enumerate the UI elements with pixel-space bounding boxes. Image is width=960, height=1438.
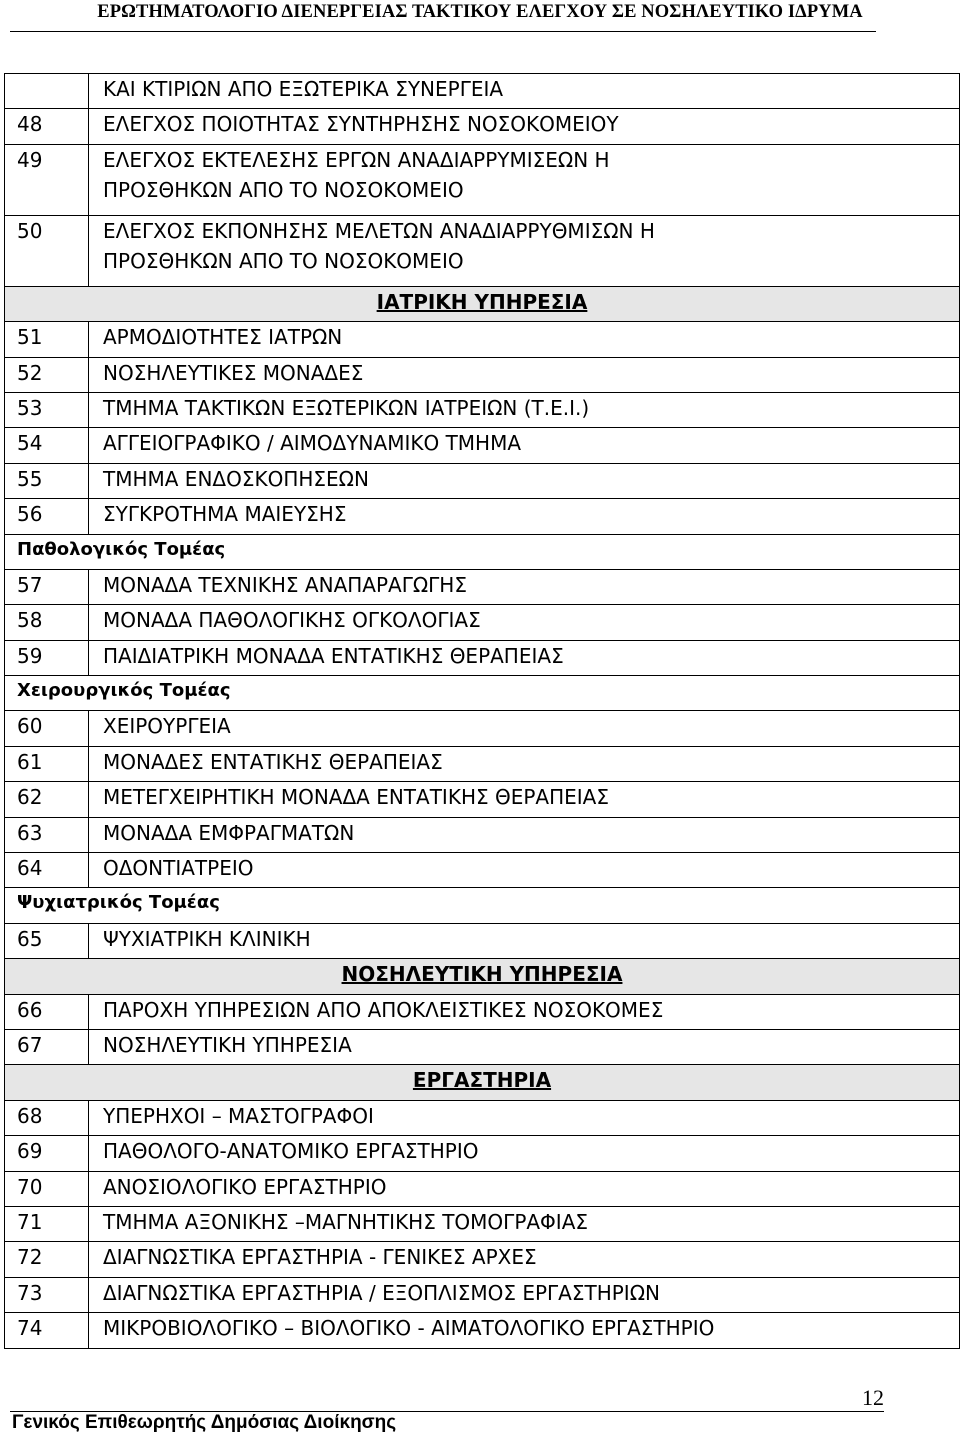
- page-number: 12: [862, 1385, 884, 1410]
- sector-title: Παθολογικός Τομέας: [5, 534, 960, 569]
- table-row: [5, 1171, 960, 1206]
- table-row: [5, 746, 960, 781]
- item-number: [5, 74, 89, 109]
- item-number: 72: [5, 1242, 89, 1277]
- item-number: 50: [5, 215, 89, 286]
- item-title: [89, 499, 960, 534]
- item-title: [89, 109, 960, 144]
- item-title-line: ΑΡΜΟΔΙΟΤΗΤΕΣ ΙΑΤΡΩΝ: [103, 325, 343, 350]
- item-number: 60: [5, 711, 89, 746]
- item-title-line: ΜΟΝΑΔΑ ΤΕΧΝΙΚΗΣ ΑΝΑΠΑΡΑΓΩΓΗΣ: [103, 572, 467, 597]
- item-title: [89, 569, 960, 604]
- item-title: [89, 428, 960, 463]
- item-title-line: ΠΡΟΣΘΗΚΩΝ ΑΠΟ ΤΟ ΝΟΣΟΚΟΜΕΙΟ: [103, 248, 464, 273]
- checklist-table: [4, 73, 960, 1349]
- table-row: [5, 1313, 960, 1348]
- item-title: [89, 1242, 960, 1277]
- table-row: [5, 640, 960, 675]
- item-title-line: ΤΜΗΜΑ ΕΝΔΟΣΚΟΠΗΣΕΩΝ: [103, 466, 369, 491]
- section-title: ΝΟΣΗΛΕΥΤΙΚΗ ΥΠΗΡΕΣΙΑ: [5, 959, 960, 994]
- item-title-line: ΣΥΓΚΡΟΤΗΜΑ ΜΑΙΕΥΣΗΣ: [103, 502, 347, 527]
- table-row: [5, 605, 960, 640]
- item-title: [89, 322, 960, 357]
- table-row: [5, 711, 960, 746]
- item-title-line: ΜΟΝΑΔΑ ΠΑΘΟΛΟΓΙΚΗΣ ΟΓΚΟΛΟΓΙΑΣ: [103, 608, 481, 633]
- table-row: [5, 428, 960, 463]
- item-number: 56: [5, 499, 89, 534]
- sector-title: Χειρουργικός Τομέας: [5, 676, 960, 711]
- item-number: 67: [5, 1029, 89, 1064]
- item-number: 62: [5, 782, 89, 817]
- header-underline: [10, 31, 876, 32]
- item-number: 57: [5, 569, 89, 604]
- item-number: 48: [5, 109, 89, 144]
- item-number: 58: [5, 605, 89, 640]
- item-title: [89, 923, 960, 958]
- table-row: [5, 782, 960, 817]
- footer-organization: Γενικός Επιθεωρητής Δημόσιας Διοίκησης: [12, 1412, 397, 1433]
- table-row: [5, 144, 960, 215]
- item-title-line: ΝΟΣΗΛΕΥΤΙΚΗ ΥΠΗΡΕΣΙΑ: [103, 1032, 352, 1057]
- table-row: [5, 215, 960, 286]
- checklist-table-body: [5, 74, 960, 1349]
- table-row: [5, 357, 960, 392]
- item-number: 55: [5, 463, 89, 498]
- item-title-line: ΤΜΗΜΑ ΤΑΚΤΙΚΩΝ ΕΞΩΤΕΡΙΚΩΝ ΙΑΤΡΕΙΩΝ (Τ.Ε.Ι.): [103, 395, 590, 420]
- item-number: 52: [5, 357, 89, 392]
- item-title-line: ΠΑΘΟΛΟΓΟ-ΑΝΑΤΟΜΙΚΟ ΕΡΓΑΣΤΗΡΙΟ: [103, 1139, 479, 1164]
- table-row: [5, 569, 960, 604]
- item-title-line: ΕΛΕΓΧΟΣ ΕΚΠΟΝΗΣΗΣ ΜΕΛΕΤΩΝ ΑΝΑΔΙΑΡΡΥΘΜΙΣΩΝ Η: [103, 218, 655, 243]
- item-number: 59: [5, 640, 89, 675]
- item-title-line: ΠΑΙΔΙΑΤΡΙΚΗ ΜΟΝΑΔΑ ΕΝΤΑΤΙΚΗΣ ΘΕΡΑΠΕΙΑΣ: [103, 643, 564, 668]
- item-title: [89, 605, 960, 640]
- table-row: [5, 109, 960, 144]
- table-row: [5, 1206, 960, 1241]
- item-number: 53: [5, 392, 89, 427]
- item-title: [89, 1277, 960, 1312]
- item-title-line: ΜΕΤΕΓΧΕΙΡΗΤΙΚΗ ΜΟΝΑΔΑ ΕΝΤΑΤΙΚΗΣ ΘΕΡΑΠΕΙΑΣ: [103, 785, 609, 810]
- item-number: 65: [5, 923, 89, 958]
- item-title: [89, 74, 960, 109]
- item-title-line: ΔΙΑΓΝΩΣΤΙΚΑ ΕΡΓΑΣΤΗΡΙΑ / ΕΞΟΠΛΙΣΜΟΣ ΕΡΓΑΣΤΗΡΙΩΝ: [103, 1280, 660, 1305]
- item-title: [89, 817, 960, 852]
- item-title: [89, 1029, 960, 1064]
- item-title: [89, 1313, 960, 1348]
- item-number: 63: [5, 817, 89, 852]
- item-title-line: ΟΔΟΝΤΙΑΤΡΕΙΟ: [103, 856, 254, 881]
- item-title-line: ΥΠΕΡΗΧΟΙ – ΜΑΣΤΟΓΡΑΦΟΙ: [103, 1103, 374, 1128]
- item-title-line: ΝΟΣΗΛΕΥΤΙΚΕΣ ΜΟΝΑΔΕΣ: [103, 360, 364, 385]
- item-title: [89, 392, 960, 427]
- table-row: [5, 499, 960, 534]
- table-row: [5, 322, 960, 357]
- item-title-line: ΑΝΟΣΙΟΛΟΓΙΚΟ ΕΡΓΑΣΤΗΡΙΟ: [103, 1174, 387, 1199]
- item-title-line: ΜΟΝΑΔΕΣ ΕΝΤΑΤΙΚΗΣ ΘΕΡΑΠΕΙΑΣ: [103, 749, 443, 774]
- table-row: [5, 1136, 960, 1171]
- item-title: [89, 640, 960, 675]
- item-title-line: ΔΙΑΓΝΩΣΤΙΚΑ ΕΡΓΑΣΤΗΡΙΑ - ΓΕΝΙΚΕΣ ΑΡΧΕΣ: [103, 1245, 537, 1270]
- item-number: 49: [5, 144, 89, 215]
- item-title: [89, 463, 960, 498]
- item-number: 70: [5, 1171, 89, 1206]
- item-number: 69: [5, 1136, 89, 1171]
- table-row: [5, 1100, 960, 1135]
- sector-header-row: [5, 676, 960, 711]
- item-title: [89, 215, 960, 286]
- item-title: [89, 853, 960, 888]
- section-title: ΙΑΤΡΙΚΗ ΥΠΗΡΕΣΙΑ: [5, 286, 960, 321]
- item-title-line: ΕΛΕΓΧΟΣ ΠΟΙΟΤΗΤΑΣ ΣΥΝΤΗΡΗΣΗΣ ΝΟΣΟΚΟΜΕΙΟΥ: [103, 112, 619, 137]
- item-number: 54: [5, 428, 89, 463]
- item-title-line: ΜΙΚΡΟΒΙΟΛΟΓΙΚΟ – ΒΙΟΛΟΓΙΚΟ - ΑΙΜΑΤΟΛΟΓΙΚΟ ΕΡΓΑΣΤΗΡΙΟ: [103, 1316, 715, 1341]
- section-header-row: [5, 1065, 960, 1100]
- item-title-line: ΤΜΗΜΑ ΑΞΟΝΙΚΗΣ –ΜΑΓΝΗΤΙΚΗΣ ΤΟΜΟΓΡΑΦΙΑΣ: [103, 1209, 589, 1234]
- item-title: [89, 1171, 960, 1206]
- section-title: ΕΡΓΑΣΤΗΡΙΑ: [5, 1065, 960, 1100]
- item-number: 51: [5, 322, 89, 357]
- table-row: [5, 463, 960, 498]
- item-title: [89, 1206, 960, 1241]
- table-row: [5, 392, 960, 427]
- table-row: [5, 1242, 960, 1277]
- item-title-line: ΑΓΓΕΙΟΓΡΑΦΙΚΟ / ΑΙΜΟΔΥΝΑΜΙΚΟ ΤΜΗΜΑ: [103, 431, 522, 456]
- item-number: 64: [5, 853, 89, 888]
- item-number: 66: [5, 994, 89, 1029]
- item-title-line: ΜΟΝΑΔΑ ΕΜΦΡΑΓΜΑΤΩΝ: [103, 820, 355, 845]
- sector-header-row: [5, 888, 960, 923]
- item-title: [89, 782, 960, 817]
- item-title: [89, 746, 960, 781]
- item-title: [89, 144, 960, 215]
- section-header-row: [5, 959, 960, 994]
- item-title: [89, 1100, 960, 1135]
- item-title-line: ΠΑΡΟΧΗ ΥΠΗΡΕΣΙΩΝ ΑΠΟ ΑΠΟΚΛΕΙΣΤΙΚΕΣ ΝΟΣΟΚΟΜΕΣ: [103, 997, 664, 1022]
- item-number: 73: [5, 1277, 89, 1312]
- item-title: [89, 711, 960, 746]
- item-title: [89, 994, 960, 1029]
- item-number: 68: [5, 1100, 89, 1135]
- table-row: [5, 853, 960, 888]
- table-row: [5, 1277, 960, 1312]
- table-row: [5, 994, 960, 1029]
- item-title-line: ΕΛΕΓΧΟΣ ΕΚΤΕΛΕΣΗΣ ΕΡΓΩΝ ΑΝΑΔΙΑΡΡΥΜΙΣΕΩΝ Η: [103, 147, 610, 172]
- table-row: [5, 1029, 960, 1064]
- section-header-row: [5, 286, 960, 321]
- item-number: 61: [5, 746, 89, 781]
- item-title: [89, 357, 960, 392]
- item-number: 71: [5, 1206, 89, 1241]
- item-title-line: ΚΑΙ ΚΤΙΡΙΩΝ ΑΠΟ ΕΞΩΤΕΡΙΚΑ ΣΥΝΕΡΓΕΙΑ: [103, 77, 504, 101]
- document-header-title: ΕΡΩΤΗΜΑΤΟΛΟΓΙΟ ΔΙΕΝΕΡΓΕΙΑΣ ΤΑΚΤΙΚΟΥ ΕΛΕΓΧΟΥ ΣΕ ΝΟΣΗΛΕΥΤΙΚΟ ΙΔΡΥΜΑ: [97, 2, 863, 22]
- table-row: [5, 74, 960, 109]
- item-title-line: ΧΕΙΡΟΥΡΓΕΙΑ: [103, 714, 231, 739]
- item-title-line: ΠΡΟΣΘΗΚΩΝ ΑΠΟ ΤΟ ΝΟΣΟΚΟΜΕΙΟ: [103, 177, 464, 202]
- item-number: 74: [5, 1313, 89, 1348]
- item-title-line: ΨΥΧΙΑΤΡΙΚΗ ΚΛΙΝΙΚΗ: [103, 926, 311, 951]
- table-row: [5, 923, 960, 958]
- table-row: [5, 817, 960, 852]
- sector-title: Ψυχιατρικός Τομέας: [5, 888, 960, 923]
- item-title: [89, 1136, 960, 1171]
- sector-header-row: [5, 534, 960, 569]
